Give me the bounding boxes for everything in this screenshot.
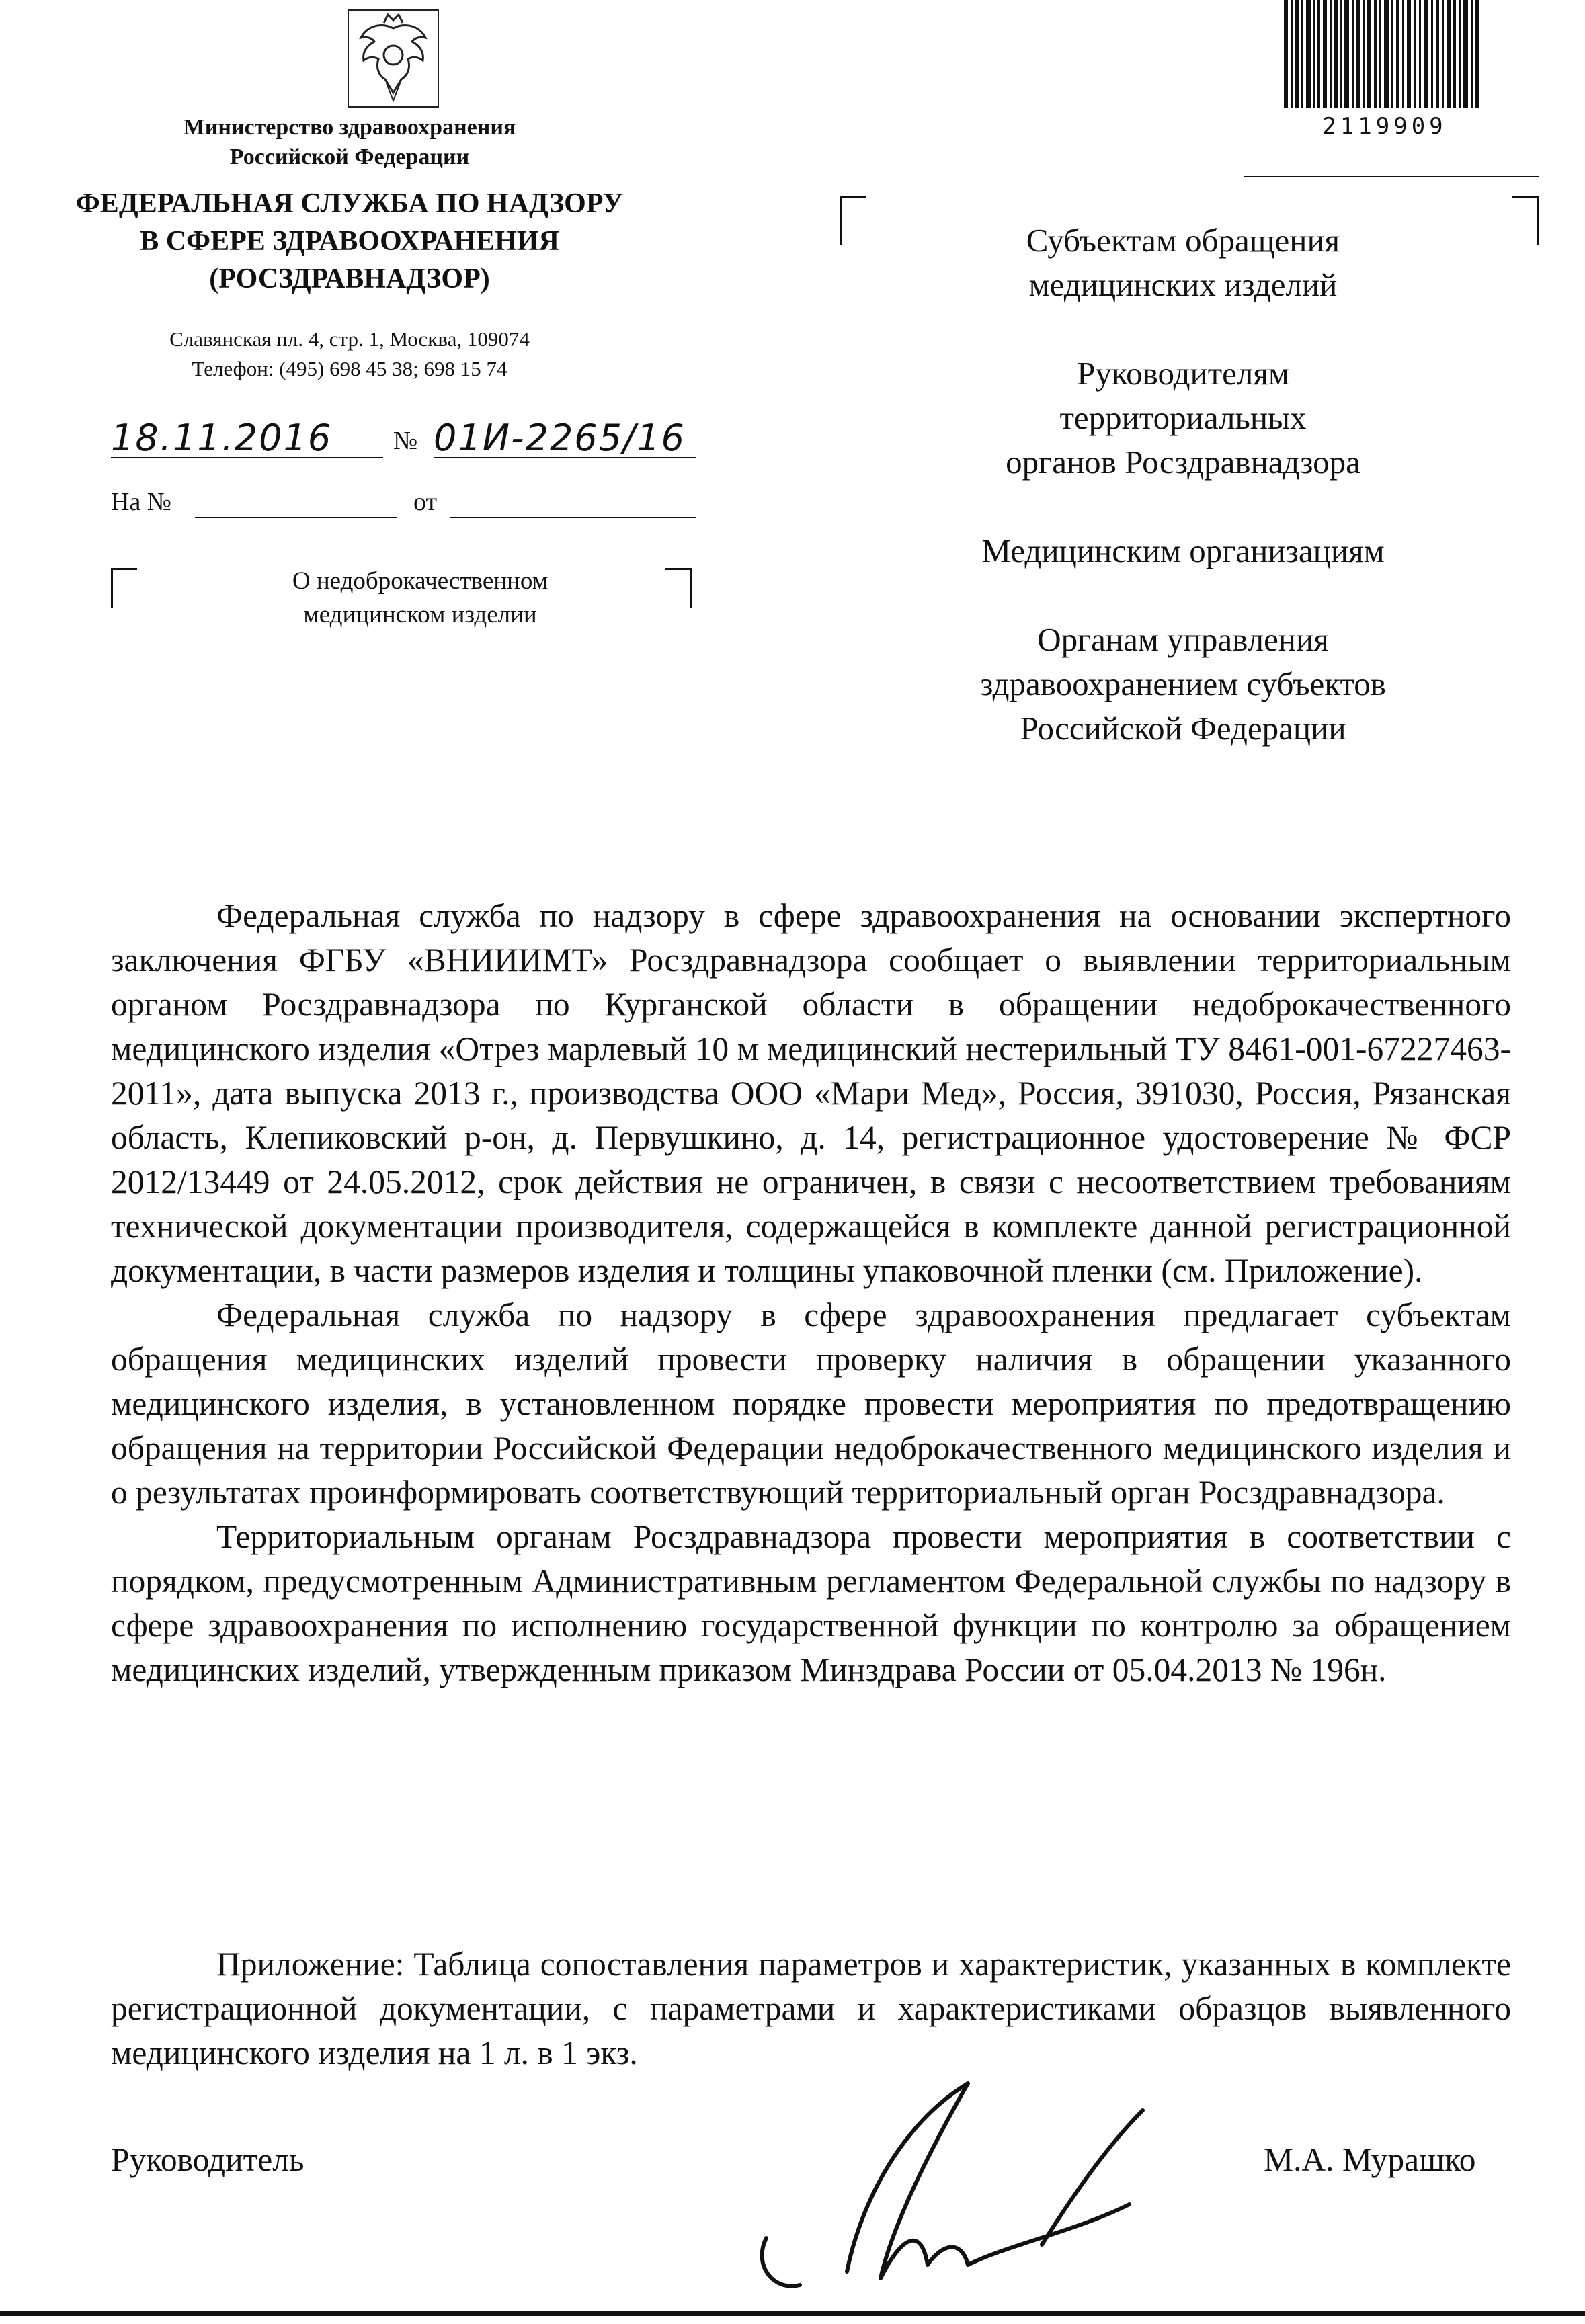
signatory-role: Руководитель — [111, 2141, 304, 2178]
ministry-line-2: Российской Федерации — [229, 144, 470, 169]
ministry-line-1: Министерство здравоохранения — [183, 115, 516, 140]
barcode — [1284, 0, 1479, 111]
addressee-line: Органам управления — [1037, 621, 1329, 658]
body-paragraph-3: Территориальным органам Росздравнадзора провести мероприятия в соответствии с порядком, предусмотренным Административным регламентом Федеральной службы по надзору в сфере здравоохранения по исполнению государственной функции по контролю за обращением медицинских изделий, утвержденным приказом Минздрава России от 05.04.2013 № 196н. — [111, 1518, 1511, 1688]
registration-number-label: № — [393, 427, 418, 455]
addressee-block — [914, 218, 1452, 751]
phone-line: Телефон: (495) 698 45 38; 698 15 74 — [192, 357, 507, 380]
letter-body — [111, 894, 1511, 1692]
reply-from-label: от — [413, 488, 438, 516]
registration-date: 18.11.2016 — [111, 417, 333, 459]
addressee-line: Российской Федерации — [1020, 710, 1346, 747]
service-name — [74, 185, 625, 298]
registration-line — [111, 417, 696, 464]
service-line-2: В СФЕРЕ ЗДРАВООХРАНЕНИЯ — [140, 226, 559, 257]
addressee-line: органов Росздравнадзора — [1006, 444, 1360, 481]
addressee-group-3 — [914, 529, 1452, 573]
addressee-line: Руководителям — [1077, 355, 1289, 392]
addressee-line: Субъектам обращения — [1026, 222, 1340, 259]
addressee-line: медицинских изделий — [1028, 266, 1338, 303]
addressee-group-4 — [914, 618, 1452, 751]
registration-number: 01И-2265/16 — [434, 417, 686, 459]
page-bottom-edge — [0, 2311, 1585, 2316]
subject-line-2: медицинском изделии — [303, 601, 537, 628]
addressee-line: территориальных — [1059, 399, 1307, 436]
subject-line-1: О недоброкачественном — [292, 567, 548, 595]
addressee-line: здравоохранением субъектов — [980, 665, 1386, 702]
appendix-note — [111, 1942, 1511, 2075]
subject-block — [222, 565, 618, 632]
reply-number-label: На № — [111, 488, 172, 516]
coat-of-arms-icon — [346, 8, 440, 109]
addressee-group-2 — [914, 351, 1452, 485]
address-line: Славянская пл. 4, стр. 1, Москва, 109074 — [169, 327, 530, 351]
barcode-number: 2119909 — [1322, 113, 1447, 140]
signatory-name: М.А. Мурашко — [1264, 2141, 1476, 2178]
service-line-1: ФЕДЕРАЛЬНАЯ СЛУЖБА ПО НАДЗОРУ — [75, 188, 624, 219]
body-paragraph-1: Федеральная служба по надзору в сфере здравоохранения на основании экспертного заключения ФГБУ «ВНИИИМТ» Росздравнадзора сообщает о выявлении территориальным органом Росздравнадзора по Курганской области в обращении недоброкачественного медицинского изделия «Отрез марлевый 10 м медицинский нестерильный ТУ 8461-001-67227463-2011», дата выпуска 2013 г., производства ООО «Мари Мед», Россия, 391030, Россия, Рязанская область, Клепиковский р-он, д. Первушкино, д. 14, регистрационное удостоверение № ФСР 2012/13449 от 24.05.2012, срок действия не ограничен, в связи с несоответствием требованиям технической документации производителя, содержащейся в комплекте данной регистрационной документации, в части размеров изделия и толщины упаковочной пленки (см. Приложение). — [111, 897, 1511, 1289]
body-paragraph-2: Федеральная служба по надзору в сфере здравоохранения предлагает субъектам обращения медицинских изделий провести проверку наличия в обращении указанного медицинского изделия, в установленном порядке провести мероприятия по предотвращению обращения на территории Российской Федерации недоброкачественного медицинского изделия и о результатах проинформировать соответствующий территориальный орган Росздравнадзора. — [111, 1296, 1511, 1511]
addressee-line: Медицинским организациям — [981, 532, 1385, 569]
addressee-group-1 — [914, 218, 1452, 307]
service-line-3: (РОСЗДРАВНАДЗОР) — [209, 263, 490, 294]
ministry-name — [114, 113, 585, 172]
reply-reference-line — [111, 487, 696, 528]
appendix-text: Приложение: Таблица сопоставления параметров и характеристик, указанных в комплекте регистрационной документации, с параметрами и характеристиками образцов выявленного медицинского изделия на 1 л. в 1 экз. — [111, 1946, 1511, 2071]
service-address — [114, 325, 585, 384]
handwritten-signature — [726, 2070, 1170, 2298]
